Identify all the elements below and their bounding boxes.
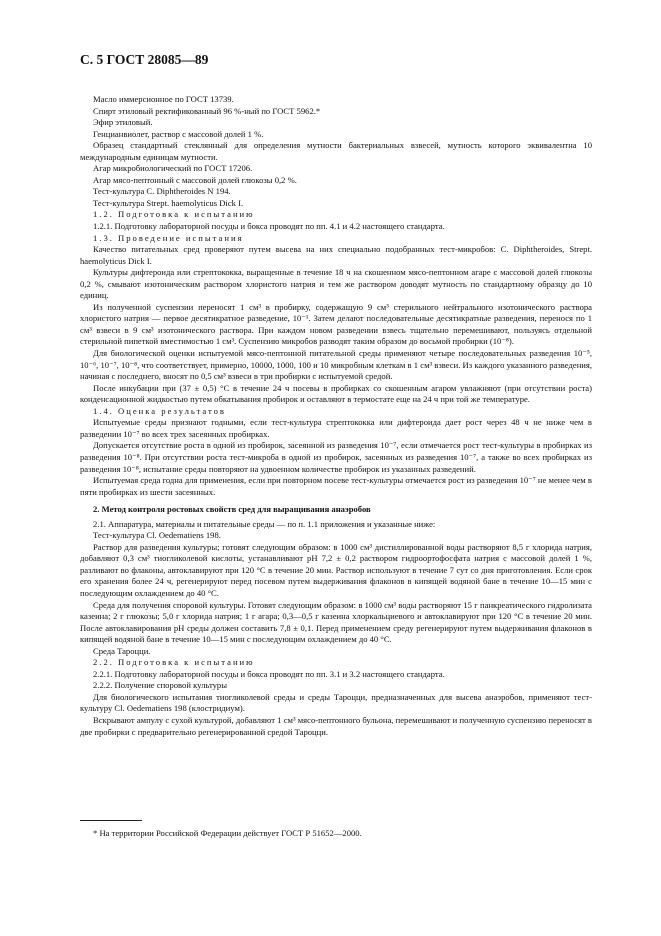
- paragraph: Испытуемая среда годна для применения, если при повторном посеве тест-культуры отмечается рост из разведения 10⁻⁷ не менее чем в пяти пробирках из шести засеянных.: [80, 475, 592, 497]
- document-body: [80, 94, 592, 738]
- section-heading: 2.2. Подготовка к испытанию: [93, 657, 255, 668]
- paragraph: Масло иммерсионное по ГОСТ 13739.: [93, 94, 234, 104]
- paragraph: Вскрывают ампулу с сухой культурой, добавляют 1 см³ мясо-пептонного бульона, перемешивают и полученную суспензию переносят в две пробирки с предварительно регенерированной средой Тароцци.: [80, 714, 592, 737]
- paragraph: Генцианвиолет, раствор с массовой долей 1 %.: [93, 128, 264, 139]
- paragraph: Допускается отсутствие роста в одной из пробирок, засеянной из разведения 10⁻⁷, если отмечается рост тест-культуры в пробирках из разведения 10⁻⁸. При отсутствии роста тест-микроба в одной из пробирок, засеянных из разведения 10⁻⁷, а также во всех пробирках из разведения 10⁻⁸, испытание среды повторяют на удвоенном количестве пробирок из указанных разведений.: [80, 440, 592, 474]
- paragraph: Тест-культура Cl. Oedematiens 198.: [93, 530, 221, 541]
- paragraph: 1.2.1. Подготовку лабораторной посуды и бокса проводят по пп. 4.1 и 4.2 настоящего стандарта.: [93, 221, 445, 232]
- paragraph: Для биологической оценки испытуемой мясо-пептонной питательной среды применяют четыре последовательных разведения 10⁻⁵, 10⁻⁶, 10⁻⁷, 10⁻⁸, что соответствует, примерно, 10000, 1000, 100 и 10 микробным клеткам в 1 см³ взвеси. Из каждого указанного разведения, начиная с последнего, вносят по 0,5 см³ взвеси в три пробирки с испытуемой средой.: [80, 348, 592, 382]
- paragraph: Эфир этиловый.: [93, 117, 153, 128]
- paragraph: Агар микробиологический по ГОСТ 17206.: [93, 163, 253, 174]
- paragraph: После инкубации при (37 ± 0,5) °С в течение 24 ч посевы в пробирках со скошенным агаром увлажняют (при отсутствии роста) конденсационной жидкостью путем обкатывания пробирок и оставляют в термостате еще на 24 ч при той же температуре.: [80, 382, 592, 405]
- paragraph: Для биологического испытания тиогликолевой среды и среды Тароцци, предназначенных для высева анаэробов, применяют тест-культуру Cl. Oedematiens 198 (клостридиум).: [80, 691, 592, 714]
- paragraph: Среда Тароцци.: [93, 645, 151, 656]
- page-header: С. 5 ГОСТ 28085—89: [80, 52, 209, 67]
- paragraph: Образец стандартный стеклянный для определения мутности бактериальных взвесей, мутность которого эквивалентна 10 международным единицам мутности.: [80, 140, 592, 162]
- paragraph: Раствор для разведения культуры; готовят следующим образом: в 1000 см³ дистиллированной воды растворяют 8,5 г хлорида натрия, добавляют 0,3 см³ тиогликолевой кислоты, устанавливают pH 7,2 ± 0,2 раствором гидроортофосфата натрия с массовой долей 1 %, разливают во флаконы, автоклавируют при 120 °С в течение 20 мин. Раствор используют в течение 7 сут со дня приготовления. Если срок его хранения более 24 ч, регенерируют перед посевом путем выдерживания флаконов в кипящей водяной бане в течение 10—15 мин с последующим охлаждением до 40 °С.: [80, 541, 592, 598]
- paragraph: 2.2.2. Получение споровой культуры: [93, 680, 227, 691]
- footnote-divider: [80, 820, 142, 821]
- paragraph: Тест-культура Strept. haemolyticus Dick I.: [93, 197, 244, 208]
- paragraph: Испытуемые среды признают годными, если тест-культура стрептококка или дифтероида дает рост через 48 ч не ниже чем в разведении 10⁻⁷ во всех трех засеянных пробирках.: [80, 417, 592, 439]
- paragraph: Тест-культура C. Diphtheroides N 194.: [93, 186, 231, 197]
- paragraph: Агар мясо-пептонный с массовой долей глюкозы 0,2 %.: [93, 174, 297, 185]
- section-heading: 1.2. Подготовка к испытанию: [93, 209, 255, 220]
- footnote: * На территории Российской Федерации действует ГОСТ Р 51652—2000.: [93, 828, 362, 838]
- paragraph: 2.1. Аппаратура, материалы и питательные среды — по п. 1.1 приложения и указанные ниже:: [93, 518, 436, 529]
- paragraph: Качество питательных сред проверяют путем высева на них специально подобранных тест-микробов: C. Diphtheroides, Strept. haemolyticus Dick I.: [80, 244, 592, 266]
- paragraph: 2.2.1. Подготовку лабораторной посуды и бокса проводят по пп. 3.1 и 3.2 настоящего стандарта.: [93, 668, 445, 679]
- section-heading: 1.3. Проведение испытания: [93, 232, 244, 243]
- section-heading: 1.4. Оценка результатов: [93, 405, 226, 416]
- section-title: 2. Метод контроля ростовых свойств сред для выращивания анаэробов: [93, 504, 371, 515]
- paragraph: Спирт этиловый ректификованный 96 %-ный по ГОСТ 5962.*: [93, 105, 321, 116]
- paragraph: Среда для получения споровой культуры. Готовят следующим образом: в 1000 см³ воды растворяют 15 г панкреатического гидролизата казеина; 2 г глюкозы; 5,0 г хлорида натрия; 1 г агара; 0,3—0,5 г казеина хлоркальциевого и автоклавируют при 120 °С в течение 20 мин. После автоклавирования pH среды должен составить 7,8 ± 0,1. Перед применением среду регенерируют путем выдерживания флаконов в кипящей водяной бане в течение 10—15 мин с последующим охлаждением до 40 °С.: [80, 599, 592, 645]
- paragraph: Из полученной суспензии переносят 1 см³ в пробирку, содержащую 9 см³ стерильного нейтрального изотонического раствора хлористого натрия — первое десятикратное разведение, 10⁻¹. Затем делают последовательные десятикратные разведения, перенося по 1 см³ взвеси в 9 см³ изотонического раствора. При каждом новом разведении взвесь тщательно перемешивают, пользуясь отдельной стерильной пипеткой вместимостью 1 см³. Суспензию микробов разводят таким образом до восьмой пробирки (10⁻⁸).: [80, 301, 592, 347]
- paragraph: Культуры дифтероида или стрептококка, выращенные в течение 18 ч на скошенном мясо-пептонном агаре с массовой долей глюкозы 0,2 %, смывают изотоническим раствором хлористого натрия и тем же раствором доводят мутность по стандартному образцу до 10 единиц.: [80, 267, 592, 301]
